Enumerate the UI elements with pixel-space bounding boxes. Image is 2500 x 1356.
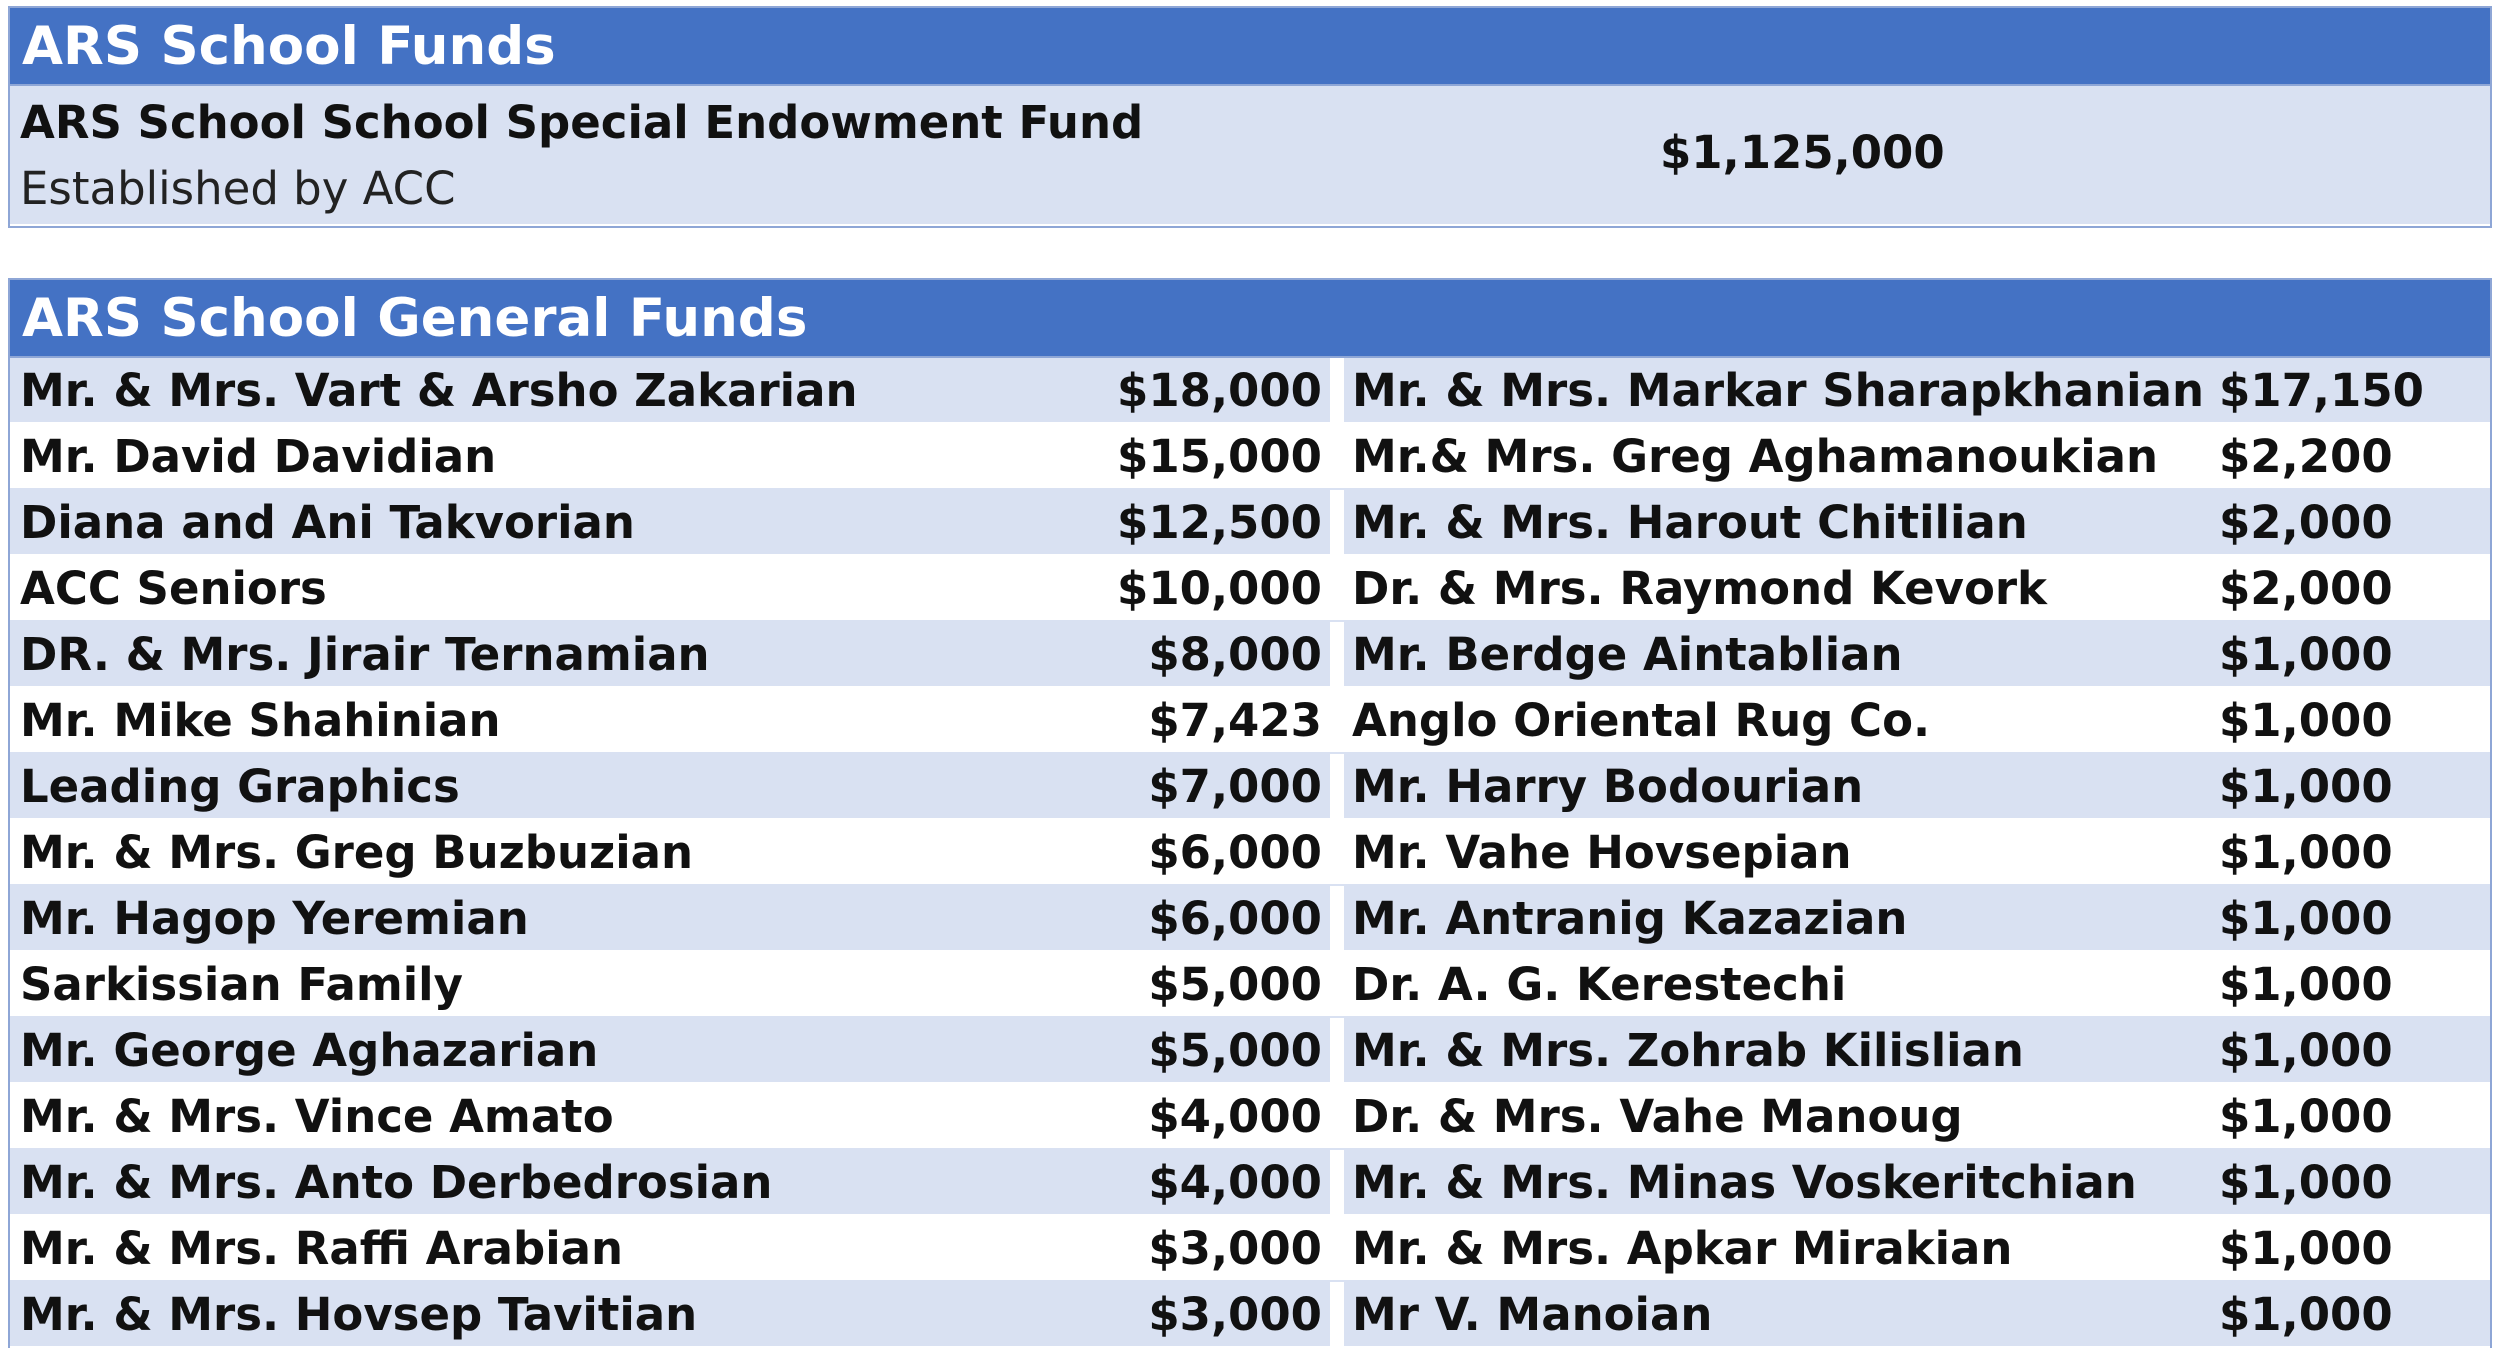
table-row — [10, 622, 2490, 688]
donor-amount-value: $1,000 — [2219, 627, 2393, 681]
donor-amount-value: $1,000 — [2219, 759, 2393, 813]
donor-amount-left: $6,000 — [1100, 820, 1330, 886]
table-row — [10, 424, 2490, 490]
donor-amount-right — [2219, 688, 2490, 754]
donor-name-left: Mr. & Mrs. Hovsep Tavitian — [10, 1282, 1100, 1348]
donor-name-right: Mr. Harry Bodourian — [1344, 754, 2219, 820]
donor-amount-right — [2219, 1018, 2490, 1084]
column-gap — [1330, 1282, 1344, 1348]
donor-amount-left: $5,000 — [1100, 1018, 1330, 1084]
table-row — [10, 754, 2490, 820]
donor-name-left: Mr. & Mrs. Anto Derbedrosian — [10, 1150, 1100, 1216]
donor-amount-right — [2219, 556, 2490, 622]
school-funds-title: ARS School Funds — [10, 8, 2490, 86]
donor-name-right: Mr. & Mrs. Harout Chitilian — [1344, 490, 2219, 556]
donor-table — [10, 358, 2490, 1348]
donor-amount-left: $12,500 — [1100, 490, 1330, 556]
donor-amount-right — [2219, 1084, 2490, 1150]
donor-amount-value: $1,000 — [2219, 1287, 2393, 1341]
endowment-fund-name: ARS School School Special Endowment Fund — [20, 96, 1144, 149]
donor-name-left: Sarkissian Family — [10, 952, 1100, 1018]
donor-name-right: Mr. & Mrs. Markar Sharapkhanian — [1344, 358, 2219, 424]
donor-name-right: Mr. Antranig Kazazian — [1344, 886, 2219, 952]
table-row — [10, 688, 2490, 754]
donor-name-left: Leading Graphics — [10, 754, 1100, 820]
donor-name-left: Mr. Hagop Yeremian — [10, 886, 1100, 952]
donor-amount-right — [2219, 1150, 2490, 1216]
donor-amount-right — [2219, 886, 2490, 952]
donor-name-right: Mr. & Mrs. Apkar Mirakian — [1344, 1216, 2219, 1282]
table-row — [10, 358, 2490, 424]
donor-amount-right — [2219, 1216, 2490, 1282]
donor-amount-left: $18,000 — [1100, 358, 1330, 424]
table-row — [10, 1018, 2490, 1084]
donor-name-right: Mr. Berdge Aintablian — [1344, 622, 2219, 688]
donor-amount-right — [2219, 358, 2490, 424]
donor-amount-value: $1,000 — [2219, 891, 2393, 945]
table-row — [10, 1150, 2490, 1216]
donor-amount-right — [2219, 424, 2490, 490]
donor-amount-right — [2219, 754, 2490, 820]
donor-amount-value: $2,000 — [2219, 561, 2393, 615]
donor-amount-right — [2219, 820, 2490, 886]
general-funds-section — [8, 278, 2492, 1348]
column-gap — [1330, 1018, 1344, 1084]
table-row — [10, 490, 2490, 556]
donor-amount-right — [2219, 952, 2490, 1018]
column-gap — [1330, 424, 1344, 490]
donor-amount-left: $4,000 — [1100, 1150, 1330, 1216]
donor-amount-right — [2219, 1282, 2490, 1348]
donor-amount-right — [2219, 622, 2490, 688]
donor-name-left: ACC Seniors — [10, 556, 1100, 622]
donor-name-left: Mr. & Mrs. Greg Buzbuzian — [10, 820, 1100, 886]
donor-name-left: Mr. George Aghazarian — [10, 1018, 1100, 1084]
donor-amount-left: $4,000 — [1100, 1084, 1330, 1150]
donor-amount-value: $1,000 — [2219, 693, 2393, 747]
column-gap — [1330, 886, 1344, 952]
donor-amount-left: $15,000 — [1100, 424, 1330, 490]
donor-amount-left: $7,000 — [1100, 754, 1330, 820]
donor-name-right: Mr.& Mrs. Greg Aghamanoukian — [1344, 424, 2219, 490]
donor-amount-right — [2219, 490, 2490, 556]
donor-name-right: Mr. Vahe Hovsepian — [1344, 820, 2219, 886]
donor-name-right: Dr. & Mrs. Vahe Manoug — [1344, 1084, 2219, 1150]
table-row — [10, 556, 2490, 622]
column-gap — [1330, 952, 1344, 1018]
donor-amount-value: $1,000 — [2219, 1155, 2393, 1209]
column-gap — [1330, 490, 1344, 556]
column-gap — [1330, 820, 1344, 886]
donor-amount-left: $5,000 — [1100, 952, 1330, 1018]
donor-name-right: Mr. & Mrs. Minas Voskeritchian — [1344, 1150, 2219, 1216]
donor-amount-left: $7,423 — [1100, 688, 1330, 754]
donor-amount-left: $3,000 — [1100, 1282, 1330, 1348]
donor-name-right: Mr V. Manoian — [1344, 1282, 2219, 1348]
donor-name-right: Anglo Oriental Rug Co. — [1344, 688, 2219, 754]
column-gap — [1330, 556, 1344, 622]
endowment-row — [10, 86, 2490, 224]
table-row — [10, 1216, 2490, 1282]
column-gap — [1330, 754, 1344, 820]
table-row — [10, 886, 2490, 952]
endowment-fund-note: Established by ACC — [20, 162, 456, 215]
donor-amount-value: $2,200 — [2219, 429, 2393, 483]
column-gap — [1330, 622, 1344, 688]
donor-amount-left: $10,000 — [1100, 556, 1330, 622]
donor-amount-left: $6,000 — [1100, 886, 1330, 952]
column-gap — [1330, 1216, 1344, 1282]
school-funds-section — [8, 6, 2492, 228]
table-row — [10, 1084, 2490, 1150]
donor-name-left: Mr. & Mrs. Vart & Arsho Zakarian — [10, 358, 1100, 424]
column-gap — [1330, 688, 1344, 754]
donor-name-right: Mr. & Mrs. Zohrab Kilislian — [1344, 1018, 2219, 1084]
donor-amount-left: $3,000 — [1100, 1216, 1330, 1282]
column-gap — [1330, 358, 1344, 424]
general-funds-title: ARS School General Funds — [10, 280, 2490, 358]
donor-amount-value: $2,000 — [2219, 495, 2393, 549]
endowment-fund-amount: $1,125,000 — [1660, 126, 1945, 179]
donor-amount-value: $1,000 — [2219, 957, 2393, 1011]
donor-name-right: Dr. & Mrs. Raymond Kevork — [1344, 556, 2219, 622]
donor-amount-value: $17,150 — [2219, 363, 2424, 417]
donor-amount-value: $1,000 — [2219, 1089, 2393, 1143]
table-row — [10, 820, 2490, 886]
column-gap — [1330, 1150, 1344, 1216]
donor-amount-left: $8,000 — [1100, 622, 1330, 688]
donor-name-left: DR. & Mrs. Jirair Ternamian — [10, 622, 1100, 688]
donor-name-left: Diana and Ani Takvorian — [10, 490, 1100, 556]
table-row — [10, 952, 2490, 1018]
donor-amount-value: $1,000 — [2219, 1221, 2393, 1275]
donor-name-left: Mr. & Mrs. Raffi Arabian — [10, 1216, 1100, 1282]
column-gap — [1330, 1084, 1344, 1150]
donor-name-right: Dr. A. G. Kerestechi — [1344, 952, 2219, 1018]
donor-name-left: Mr. Mike Shahinian — [10, 688, 1100, 754]
table-row — [10, 1282, 2490, 1348]
donor-amount-value: $1,000 — [2219, 1023, 2393, 1077]
donor-name-left: Mr. & Mrs. Vince Amato — [10, 1084, 1100, 1150]
donor-amount-value: $1,000 — [2219, 825, 2393, 879]
donor-name-left: Mr. David Davidian — [10, 424, 1100, 490]
